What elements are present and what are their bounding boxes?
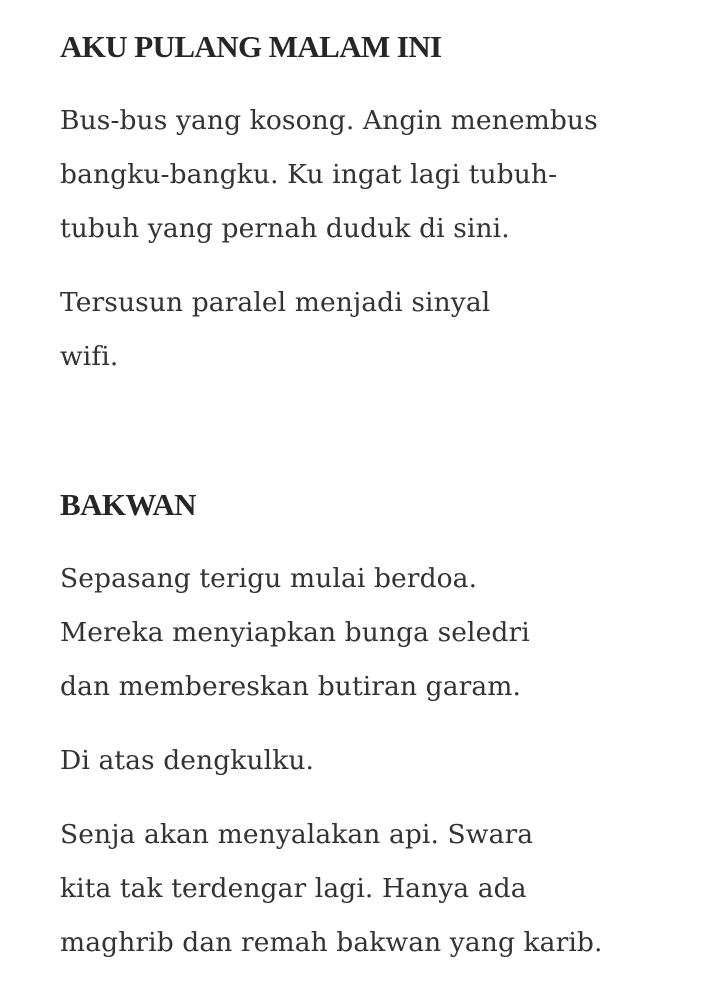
poem-line: dan membereskan butiran garam. bbox=[60, 671, 522, 702]
poem-line: Bus-bus yang kosong. Angin menembus bbox=[60, 105, 598, 136]
poem-line: Senja akan menyalakan api. Swara bbox=[60, 819, 534, 850]
poem-line: kita tak terdengar lagi. Hanya ada bbox=[60, 873, 527, 904]
poem-line: Di atas dengkulku. bbox=[60, 745, 315, 776]
poem-2-stanza-2 bbox=[60, 734, 314, 788]
poem-line: tubuh yang pernah duduk di sini. bbox=[60, 213, 510, 244]
poem-line: maghrib dan remah bakwan yang karib. bbox=[60, 927, 603, 958]
poem-line: Tersusun paralel menjadi sinyal bbox=[60, 287, 491, 318]
poem-title-aku-pulang-malam-ini: AKU PULANG MALAM INI bbox=[60, 29, 442, 64]
poem-2-stanza-1 bbox=[60, 552, 530, 714]
poem-line: wifi. bbox=[60, 341, 119, 372]
poem-title-bakwan: BAKWAN bbox=[60, 487, 196, 522]
poem-line: Sepasang terigu mulai berdoa. bbox=[60, 563, 478, 594]
poem-line: bangku-bangku. Ku ingat lagi tubuh- bbox=[60, 159, 558, 190]
poem-2-stanza-3 bbox=[60, 808, 603, 970]
poem-1-stanza-1 bbox=[60, 94, 598, 256]
poem-1-stanza-2 bbox=[60, 276, 490, 384]
poem-line: Mereka menyiapkan bunga seledri bbox=[60, 617, 530, 648]
